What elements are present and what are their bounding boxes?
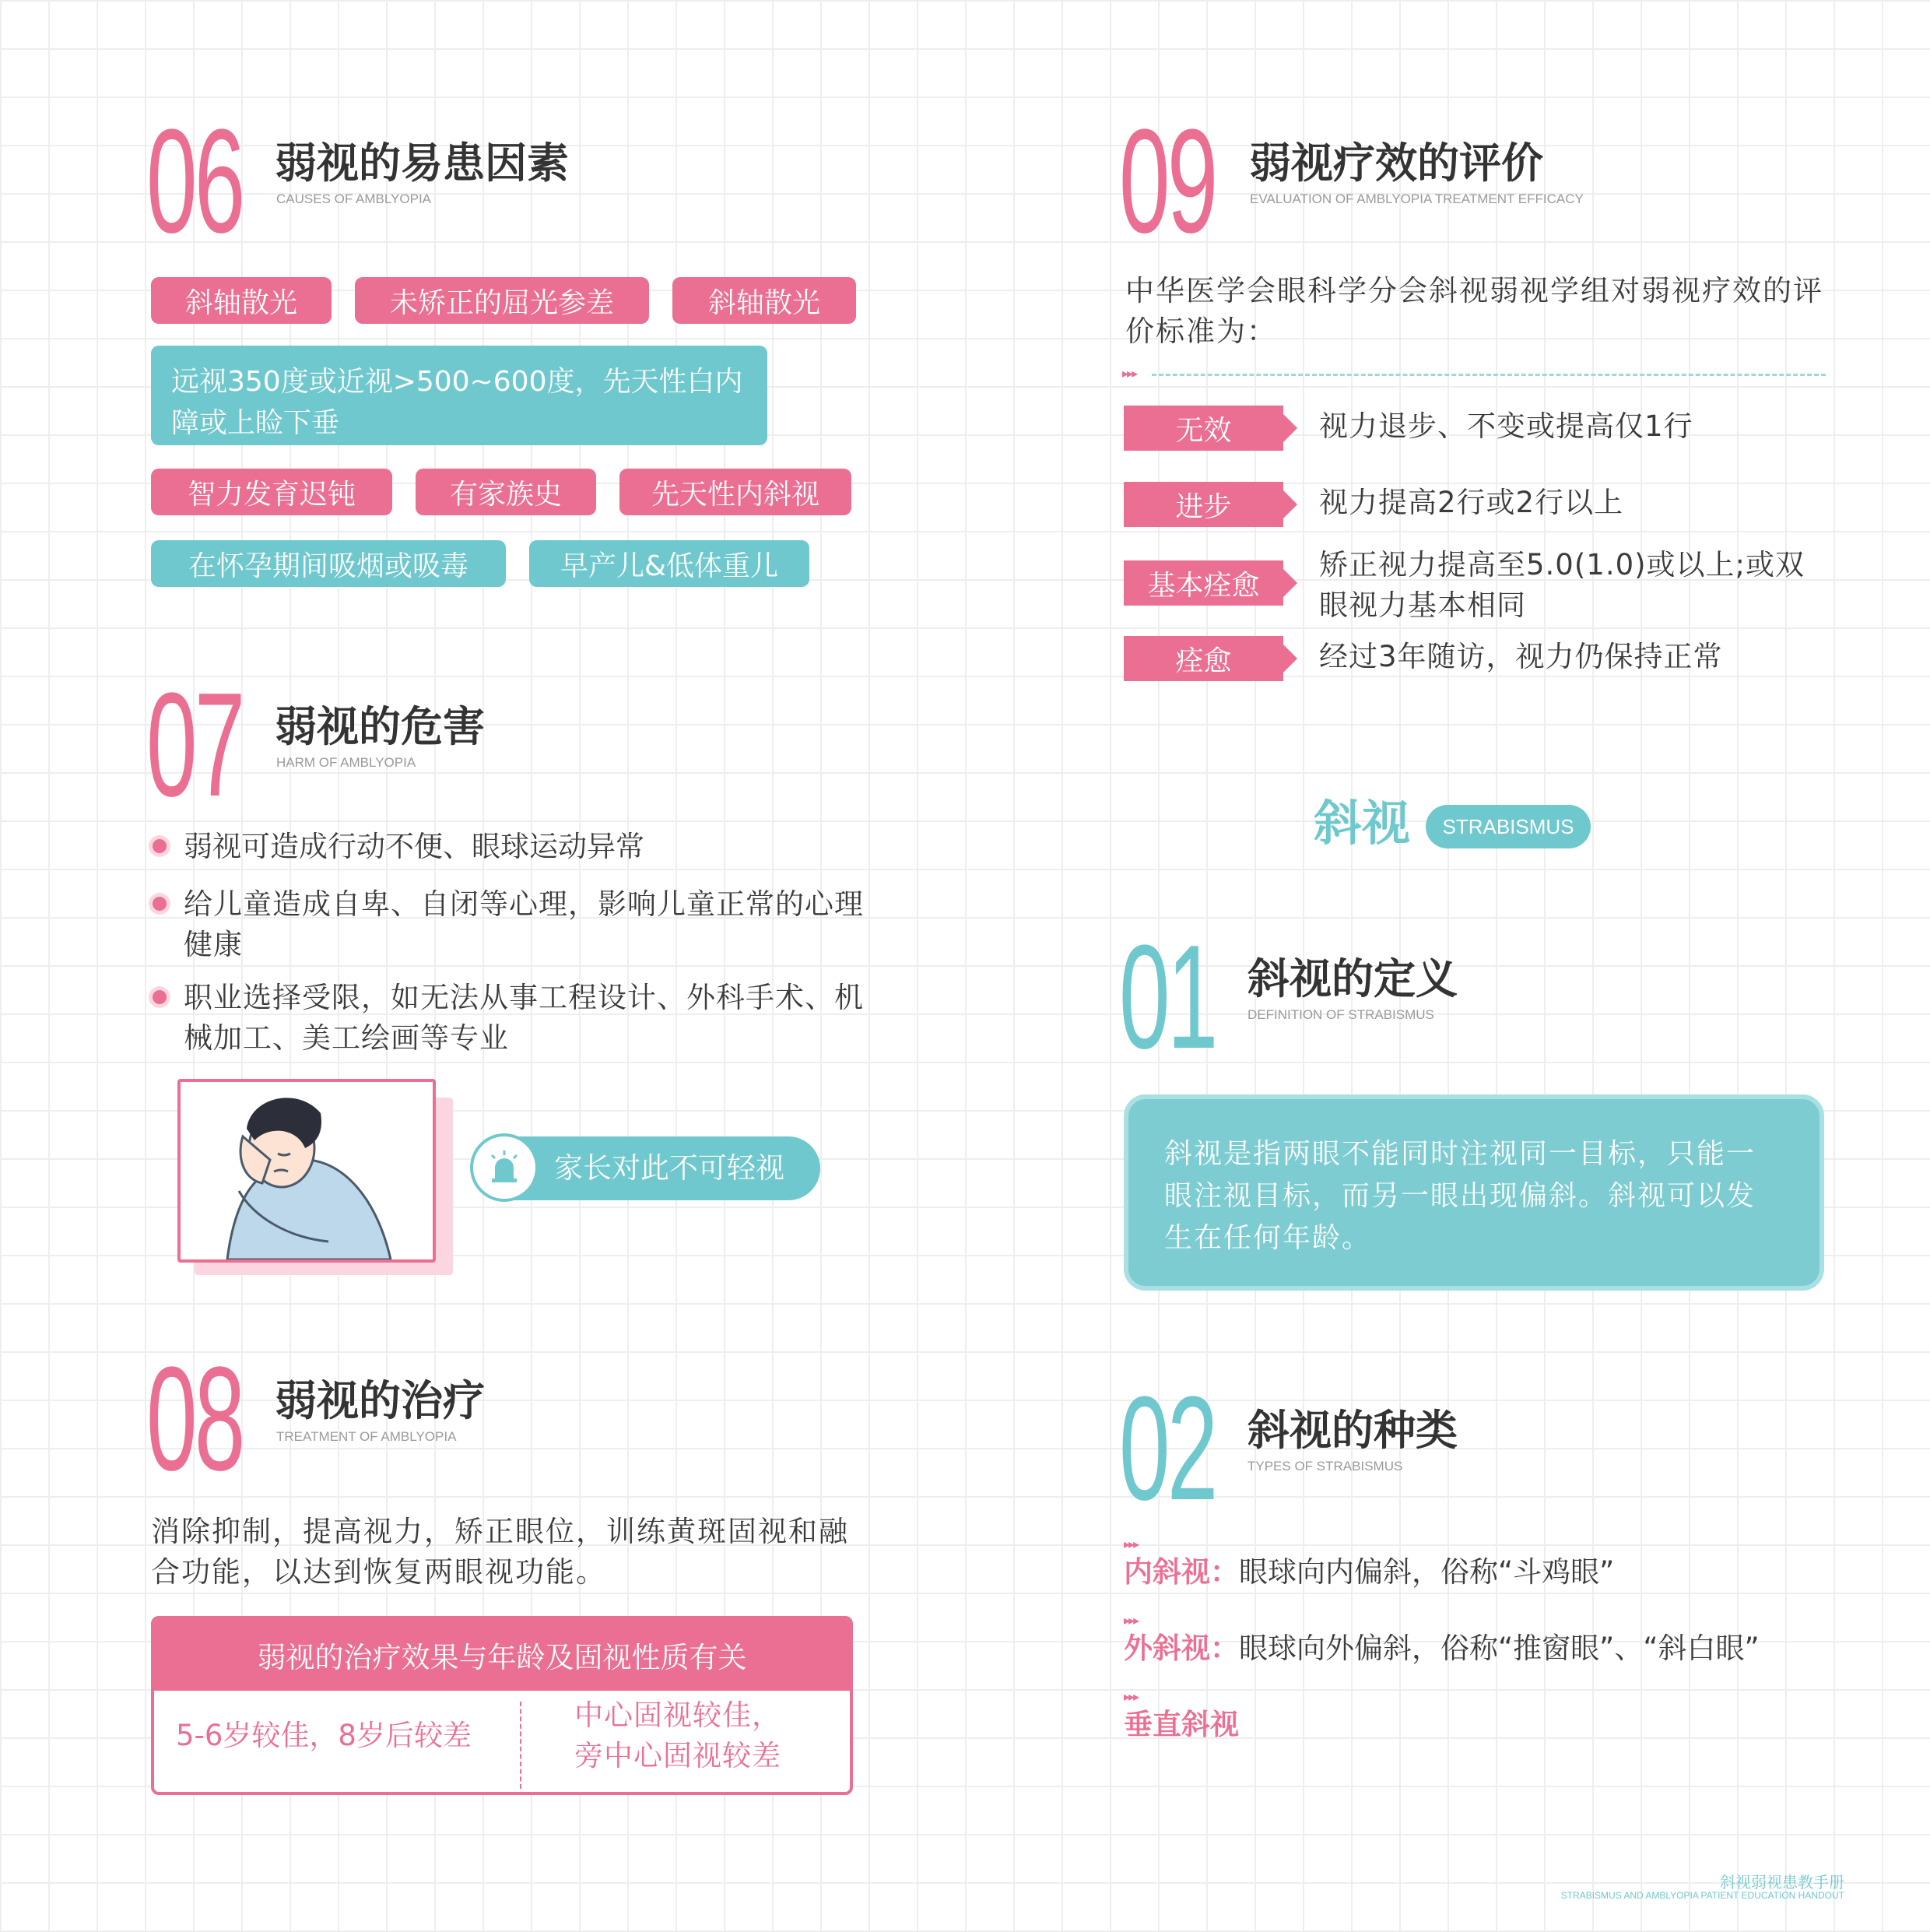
definition-card <box>1124 1094 1824 1291</box>
arrow-icon <box>1283 569 1297 597</box>
footer-subtitle: STRABISMUS AND AMBLYOPIA PATIENT EDUCATION HANDOUT <box>1560 1890 1844 1901</box>
tag-oblique-astigmatism-2: 斜轴散光 <box>672 277 856 324</box>
tag-mental-retardation: 智力发育迟钝 <box>151 469 392 515</box>
tag-congenital-esotropia: 先天性内斜视 <box>619 469 851 515</box>
type-esotropia-label: 内斜视： <box>1124 1555 1239 1589</box>
section-number-09: 09 <box>1119 99 1216 264</box>
evaluation-intro: 中华医学会眼科学分会斜视弱视学组对弱视疗效的评价标准为： <box>1125 274 1823 348</box>
bullet-dot-icon <box>153 839 167 853</box>
eval-label-ineffective: 无效 <box>1124 406 1283 451</box>
harm-bullet-1: 弱视可造成行动不便、眼球运动异常 <box>184 830 644 863</box>
tag-refraction-cataract <box>151 346 767 445</box>
section-subtitle-01: DEFINITION OF STRABISMUS <box>1247 1007 1434 1022</box>
eval-label-progress: 进步 <box>1124 482 1283 527</box>
section-subtitle-07: HARM OF AMBLYOPIA <box>276 755 416 770</box>
type-exotropia <box>1124 1628 1760 1669</box>
treatment-box-header: 弱视的治疗效果与年龄及固视性质有关 <box>154 1619 850 1691</box>
eval-text-basic-cure: 矫正视力提高至5.0(1.0)或以上;或双眼视力基本相同 <box>1319 548 1805 622</box>
bullet-dot-icon <box>153 897 167 911</box>
treatment-box-divider <box>520 1702 521 1789</box>
section-number-01: 01 <box>1119 915 1216 1080</box>
footer-title: 斜视弱视患教手册 <box>1720 1873 1844 1892</box>
section-title-08: 弱视的治疗 <box>275 1376 485 1425</box>
strabismus-heading: 斜视 <box>1314 795 1411 852</box>
worried-person-illustration <box>177 1079 436 1263</box>
eval-label-basic-cure: 基本痊愈 <box>1124 560 1283 606</box>
type-vertical <box>1124 1705 1239 1745</box>
triple-chevron-icon: ▸▸▸ <box>1124 1613 1139 1628</box>
section-title-01: 斜视的定义 <box>1247 954 1458 1003</box>
bullet-dot-icon <box>153 990 167 1004</box>
section-subtitle-06: CAUSES OF AMBLYOPIA <box>276 191 432 206</box>
alarm-light-icon <box>470 1133 539 1202</box>
section-number-06: 06 <box>146 99 243 264</box>
tag-refraction-cataract-text: 远视350度或近视>500~600度，先天性白内障或上睑下垂 <box>171 366 743 439</box>
section-number-08: 08 <box>146 1337 243 1502</box>
harm-bullet-2: 给儿童造成自卑、自闭等心理，影响儿童正常的心理健康 <box>184 887 864 961</box>
type-esotropia-text: 眼球向内偏斜，俗称“斗鸡眼” <box>1239 1555 1615 1589</box>
treatment-box-right: 中心固视较佳，旁中心固视较差 <box>574 1698 781 1772</box>
triple-chevron-icon: ▸▸▸ <box>1122 366 1137 381</box>
section-number-07: 07 <box>146 662 243 827</box>
tag-family-history: 有家族史 <box>416 469 596 515</box>
type-vertical-label: 垂直斜视 <box>1124 1708 1239 1741</box>
type-esotropia <box>1124 1552 1614 1593</box>
type-exotropia-label: 外斜视： <box>1124 1632 1239 1665</box>
section-subtitle-08: TREATMENT OF AMBLYOPIA <box>276 1429 457 1444</box>
section-title-09: 弱视疗效的评价 <box>1249 139 1543 188</box>
arrow-icon <box>1283 645 1297 673</box>
triple-chevron-icon: ▸▸▸ <box>1124 1689 1139 1704</box>
section-title-06: 弱视的易患因素 <box>275 139 569 188</box>
eval-label-cure: 痊愈 <box>1124 636 1283 681</box>
treatment-box-left: 5-6岁较佳，8岁后较差 <box>176 1719 472 1752</box>
definition-text: 斜视是指两眼不能同时注视同一目标，只能一眼注视目标，而另一眼出现偏斜。斜视可以发生在任何年龄。 <box>1164 1138 1756 1254</box>
callout-text: 家长对此不可轻视 <box>554 1151 784 1185</box>
worried-person-icon <box>181 1082 433 1259</box>
treatment-box <box>151 1616 853 1795</box>
siren-icon <box>486 1149 523 1186</box>
tag-oblique-astigmatism-1: 斜轴散光 <box>151 277 332 324</box>
eval-text-progress: 视力提高2行或2行以上 <box>1319 486 1624 519</box>
arrow-icon <box>1283 414 1297 442</box>
treatment-text: 消除抑制，提高视力，矫正眼位，训练黄斑固视和融合功能，以达到恢复两眼视功能。 <box>151 1515 849 1589</box>
tag-smoking-pregnancy: 在怀孕期间吸烟或吸毒 <box>151 540 506 587</box>
triple-chevron-icon: ▸▸▸ <box>1124 1537 1139 1551</box>
section-subtitle-09: EVALUATION OF AMBLYOPIA TREATMENT EFFICACY <box>1250 191 1584 206</box>
type-exotropia-text: 眼球向外偏斜，俗称“推窗眼”、“斜白眼” <box>1239 1632 1760 1665</box>
eval-text-ineffective: 视力退步、不变或提高仅1行 <box>1319 409 1693 443</box>
arrow-icon <box>1283 490 1297 518</box>
section-number-02: 02 <box>1119 1366 1216 1531</box>
strabismus-badge: STRABISMUS <box>1426 805 1591 848</box>
harm-bullet-3: 职业选择受限，如无法从事工程设计、外科手术、机械加工、美工绘画等专业 <box>184 981 864 1055</box>
dashed-divider <box>1152 374 1826 376</box>
tag-premature-infant: 早产儿&低体重儿 <box>529 540 809 587</box>
section-title-02: 斜视的种类 <box>1247 1406 1458 1455</box>
section-title-07: 弱视的危害 <box>275 702 485 751</box>
section-subtitle-02: TYPES OF STRABISMUS <box>1247 1459 1403 1474</box>
tag-anisometropia: 未矫正的屈光参差 <box>355 277 649 324</box>
eval-text-cure: 经过3年随访，视力仍保持正常 <box>1319 640 1723 673</box>
